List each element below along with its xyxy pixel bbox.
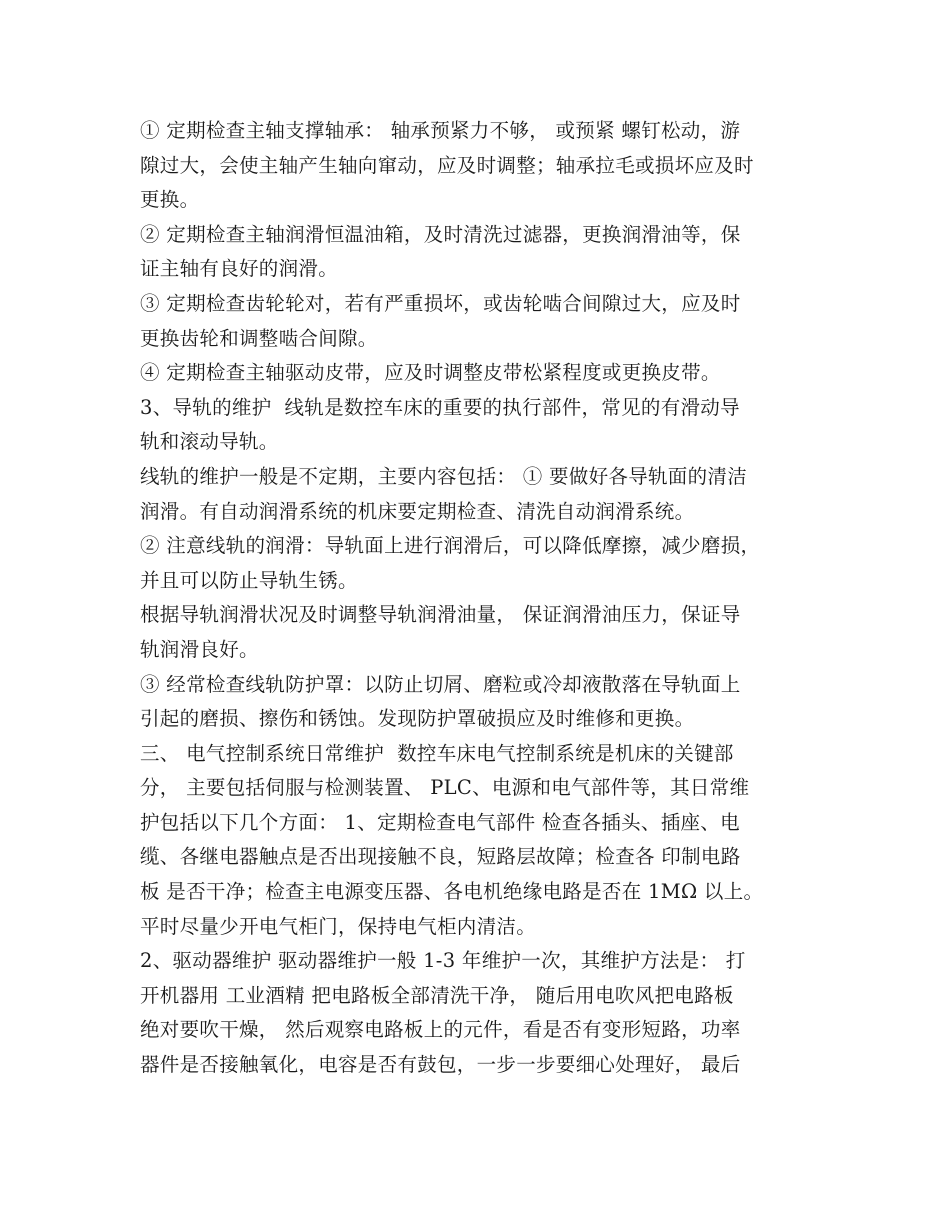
text-line: ② 定期检查主轴润滑恒温油箱，及时清洗过滤器，更换润滑油等，保 <box>140 222 741 246</box>
text-line: 并且可以防止导轨生锈。 <box>140 568 358 592</box>
text-line: 缆、各继电器触点是否出现接触不良，短路层故障；检查各 印制电路 <box>140 845 741 869</box>
text-line: ② 注意线轨的润滑：导轨面上进行润滑后，可以降低摩擦，减少磨损， <box>140 534 761 558</box>
text-line: 更换齿轮和调整啮合间隙。 <box>140 326 378 350</box>
text-line: 平时尽量少开电气柜门，保持电气柜内清洁。 <box>140 914 537 938</box>
text-line: 护包括以下几个方面： 1、定期检查电气部件 检查各插头、插座、电 <box>140 810 740 834</box>
text-line: 轨润滑良好。 <box>140 637 259 661</box>
text-line: 3、导轨的维护 线轨是数控车床的重要的执行部件，常见的有滑动导 <box>140 395 740 419</box>
text-line: 三、 电气控制系统日常维护 数控车床电气控制系统是机床的关键部 <box>140 741 734 765</box>
text-line: ① 定期检查主轴支撑轴承： 轴承预紧力不够， 或预紧 螺钉松动，游 <box>140 119 741 142</box>
text-line: 根据导轨润滑状况及时调整导轨润滑油量， 保证润滑油压力，保证导 <box>140 603 741 627</box>
text-line: 器件是否接触氧化，电容是否有鼓包，一步一步要细心处理好， 最后 <box>140 1053 741 1077</box>
text-line: ③ 定期检查齿轮轮对，若有严重损坏，或齿轮啮合间隙过大，应及时 <box>140 291 741 315</box>
text-line: 轨和滚动导轨。 <box>140 430 279 454</box>
text-line: 隙过大，会使主轴产生轴向窜动，应及时调整；轴承拉毛或损坏应及时 <box>140 153 754 177</box>
document-body <box>140 114 830 1083</box>
text-line: 板 是否干净；检查主电源变压器、各电机绝缘电路是否在 1MΩ 以上。 <box>140 880 764 904</box>
text-line: 2、驱动器维护 驱动器维护一般 1-3 年维护一次，其维护方法是： 打 <box>140 949 746 973</box>
text-line: ④ 定期检查主轴驱动皮带，应及时调整皮带松紧程度或更换皮带。 <box>140 361 721 385</box>
text-line: 引起的磨损、擦伤和锈蚀。发现防护罩破损应及时维修和更换。 <box>140 707 695 731</box>
text-line: 润滑。有自动润滑系统的机床要定期检查、清洗自动润滑系统。 <box>140 499 695 523</box>
text-line: 证主轴有良好的润滑。 <box>140 257 339 281</box>
text-line: 绝对要吹干燥， 然后观察电路板上的元件，看是否有变形短路，功率 <box>140 1018 741 1042</box>
text-line: 线轨的维护一般是不定期，主要内容包括： ① 要做好各导轨面的清洁 <box>140 464 747 488</box>
text-line: 开机器用 工业酒精 把电路板全部清洗干净， 随后用电吹风把电路板 <box>140 983 734 1007</box>
text-line: 更换。 <box>140 188 200 212</box>
text-line: 分， 主要包括伺服与检测装置、 PLC、电源和电气部件等，其日常维 <box>140 776 750 800</box>
text-line: ③ 经常检查线轨防护罩：以防止切屑、磨粒或冷却液散落在导轨面上 <box>140 672 741 696</box>
